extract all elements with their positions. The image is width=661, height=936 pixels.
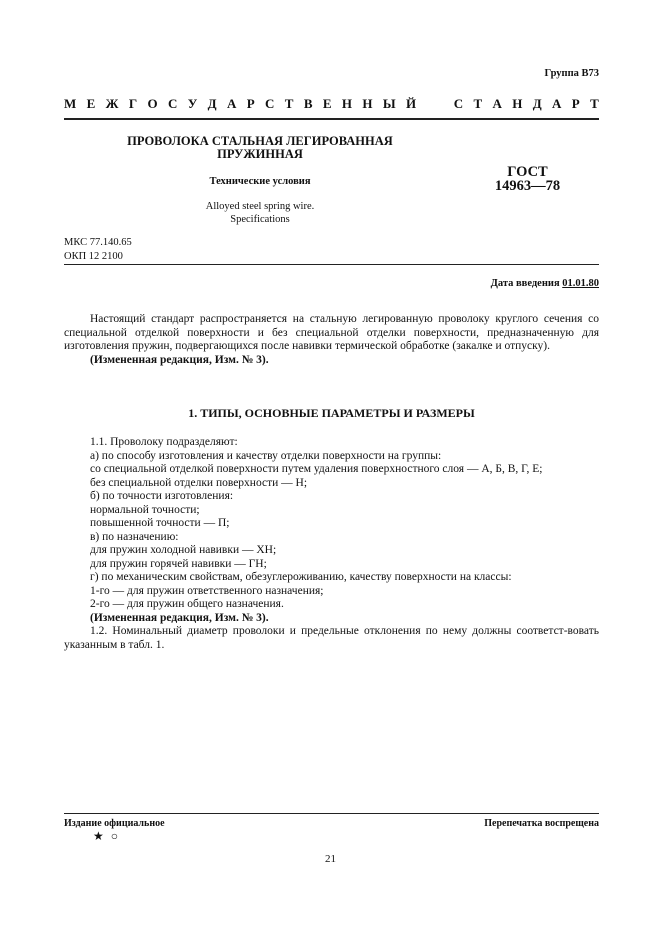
banner-letter: Г [128,96,138,111]
page-number: 21 [325,853,336,865]
banner-letter: Т [473,96,483,111]
banner-letter: О [147,96,158,111]
introduction-date [491,278,599,289]
section1-line: без специальной отделки поверхности — Н; [90,476,308,489]
date-label: Дата введения [490,278,563,289]
banner-letter: Ы [382,96,396,111]
interstate-standard-banner [64,96,599,112]
banner-gap [440,96,443,112]
intro-section [64,313,599,367]
section1-line: 1-го — для пружин ответственного назначения; [90,584,324,597]
document-title [110,135,410,161]
section1-line: для пружин холодной навивки — ХН; [90,544,277,556]
reprint-prohibited: Перепечатка воспрещена [484,818,599,829]
banner-letter: Н [362,96,373,111]
gost-number: 14963—78 [494,178,561,194]
mks-code: МКС 77.140.65 [64,237,132,248]
star-icon: ★ [93,829,104,843]
intro-revision-note: (Измененная редакция, Изм. № 3). [90,353,269,366]
banner-letter: Т [284,96,294,111]
codes-rule [64,264,599,265]
section1-line: 2-го — для пружин общего назначения. [90,598,284,610]
circle-icon: ○ [110,829,119,843]
banner-letter: Ж [105,96,119,111]
banner-letter: Д [532,96,542,111]
classification-codes [64,236,132,264]
banner-letter: С [265,96,275,111]
title-line-2: ПРУЖИННАЯ [217,147,303,161]
title-line-1: ПРОВОЛОКА СТАЛЬНАЯ ЛЕГИРОВАННАЯ [127,134,393,148]
banner-letter: Д [207,96,217,111]
gost-label: ГОСТ [507,164,548,180]
banner-letter: М [64,96,77,111]
gost-designation [480,165,575,193]
banner-letter: Т [590,96,599,111]
paragraph-1-2: 1.2. Номинальный диаметр проволоки и предельные отклонения по нему должны соответст-вовать указанным в табл. 1. [64,625,599,651]
banner-gap [426,96,429,112]
banner-letter: Р [571,96,580,111]
section1-line: со специальной отделкой поверхности путем удаления поверхностного слоя — А, Б, В, Г, Е; [90,463,543,475]
banner-letter: А [552,96,562,111]
edition-marks [93,829,118,844]
section1-body [64,436,599,652]
document-subtitle: Технические условия [209,176,311,187]
footer-rule [64,813,599,814]
official-edition: Издание официальное [64,818,165,829]
section1-line: 1.1. Проволоку подразделяют: [90,436,238,448]
banner-letter: Р [246,96,255,111]
section1-line: а) по способу изготовления и качеству отделки поверхности на группы: [90,449,442,462]
banner-letter: Н [512,96,523,111]
section1-line: г) по механическим свойствам, обезуглероживанию, качеству поверхности на классы: [90,571,512,583]
header-rule [64,118,599,120]
intro-paragraph: Настоящий стандарт распространяется на стальную легированную проволоку круглого сечения со специальной отделкой поверхности и без специальной отделки поверхности, предназначенную для изготовления пружин, подвергающихся после навивки термической обработке (закалке и отпуску). [64,313,599,352]
section1-lines [64,436,599,612]
section1-line: нормальной точности; [90,503,200,516]
banner-letter: Е [322,96,332,111]
section1-revision-note: (Измененная редакция, Изм. № 3). [90,611,269,624]
group-code: Группа В73 [544,68,599,79]
english-title-line-1: Alloyed steel spring wire. [205,201,315,212]
banner-letter: С [168,96,178,111]
banner-letter: С [453,96,464,111]
english-title-line-2: Specifications [230,214,290,225]
section1-line: повышенной точности — П; [90,517,230,529]
banner-letter: Й [405,96,417,111]
date-value: 01.01.80 [562,278,599,289]
section1-line: в) по назначению: [90,530,179,543]
section-heading: 1. ТИПЫ, ОСНОВНЫЕ ПАРАМЕТРЫ И РАЗМЕРЫ [188,406,475,420]
section1-line: для пружин горячей навивки — ГН; [90,557,267,570]
banner-letter: У [187,96,198,111]
banner-letter: Н [341,96,353,111]
section1-line: б) по точности изготовления: [90,490,234,502]
banner-letter: А [492,96,502,111]
banner-letter: А [226,96,237,111]
english-title [110,200,410,226]
okp-code: ОКП 12 2100 [64,251,123,262]
banner-letter: В [303,96,313,111]
banner-letter: Е [86,96,96,111]
